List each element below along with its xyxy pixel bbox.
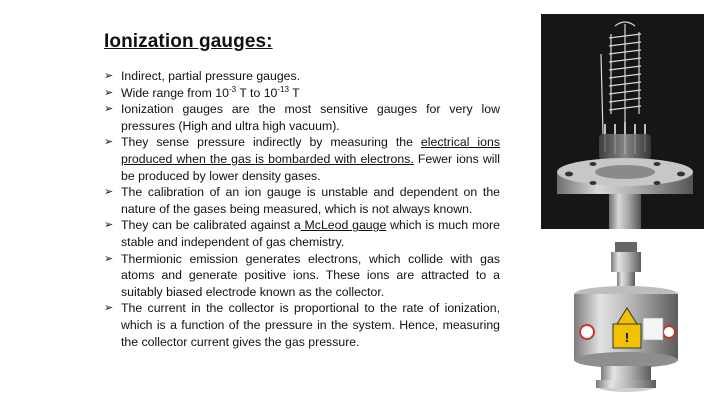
arrowhead-bullet-icon: ➢ — [104, 219, 114, 232]
svg-text:!: ! — [624, 331, 630, 345]
bullet-text: The calibration of an ion gauge is unstable and dependent on the nature of the gases being measured, which is not always known. — [121, 185, 500, 216]
exponent: -13 — [277, 84, 289, 94]
arrowhead-bullet-icon: ➢ — [104, 70, 114, 82]
bullet-text: Indirect, partial pressure gauges. — [121, 69, 301, 83]
bullet-text-post: T — [288, 85, 300, 100]
bullet-text-pre: They can be calibrated against a — [121, 218, 301, 233]
bullet-text-pre: Wide range from 10 — [121, 85, 229, 100]
bullet-item — [104, 68, 500, 85]
arrowhead-bullet-icon: ➢ — [104, 103, 114, 116]
bullet-list — [104, 68, 500, 350]
metal-ionization-gauge-photo — [565, 238, 688, 398]
arrowhead-bullet-icon: ➢ — [104, 302, 114, 315]
bullet-text-mid: T to 10 — [236, 85, 278, 100]
bullet-item — [104, 217, 500, 250]
bullet-item — [104, 251, 500, 301]
bullet-text: Thermionic emission generates electrons, which collide with gas atoms and generate positive ions. These ions are attracted to a suitably biased electrode known as the collector. — [121, 251, 500, 299]
bullet-text: Ionization gauges are the most sensitive gauges for very low pressures (High and ultra high vacuum). — [121, 102, 500, 133]
bullet-item — [104, 101, 500, 134]
arrowhead-bullet-icon: ➢ — [104, 136, 114, 149]
arrowhead-bullet-icon: ➢ — [104, 186, 114, 199]
bullet-text-pre: They sense pressure indirectly by measuring the — [121, 135, 421, 150]
bullet-item — [104, 134, 500, 184]
bullet-item — [104, 300, 500, 350]
slide-title: Ionization gauges: — [104, 31, 273, 52]
bullet-text: The current in the collector is proportional to the rate of ionization, which is a function of the pressure in the system. Hence, measuring the collector current gives the gas pressure. — [121, 301, 500, 349]
arrowhead-bullet-icon: ➢ — [104, 252, 114, 265]
bullet-item — [104, 184, 500, 217]
glass-ionization-gauge-photo — [541, 14, 704, 229]
arrowhead-bullet-icon: ➢ — [104, 86, 114, 99]
underlined-phrase-link[interactable]: electrical ions produced when the gas is bombarded with electrons. — [121, 135, 500, 166]
mcleod-gauge-link[interactable]: McLeod gauge — [300, 218, 387, 233]
bullet-text-post: which is much more stable and independent of gas chemistry. — [121, 218, 500, 249]
exponent: -3 — [229, 84, 237, 94]
bullet-text-post: Fewer ions will be produced by lower density gases. — [121, 151, 500, 183]
bullet-item — [104, 85, 500, 102]
